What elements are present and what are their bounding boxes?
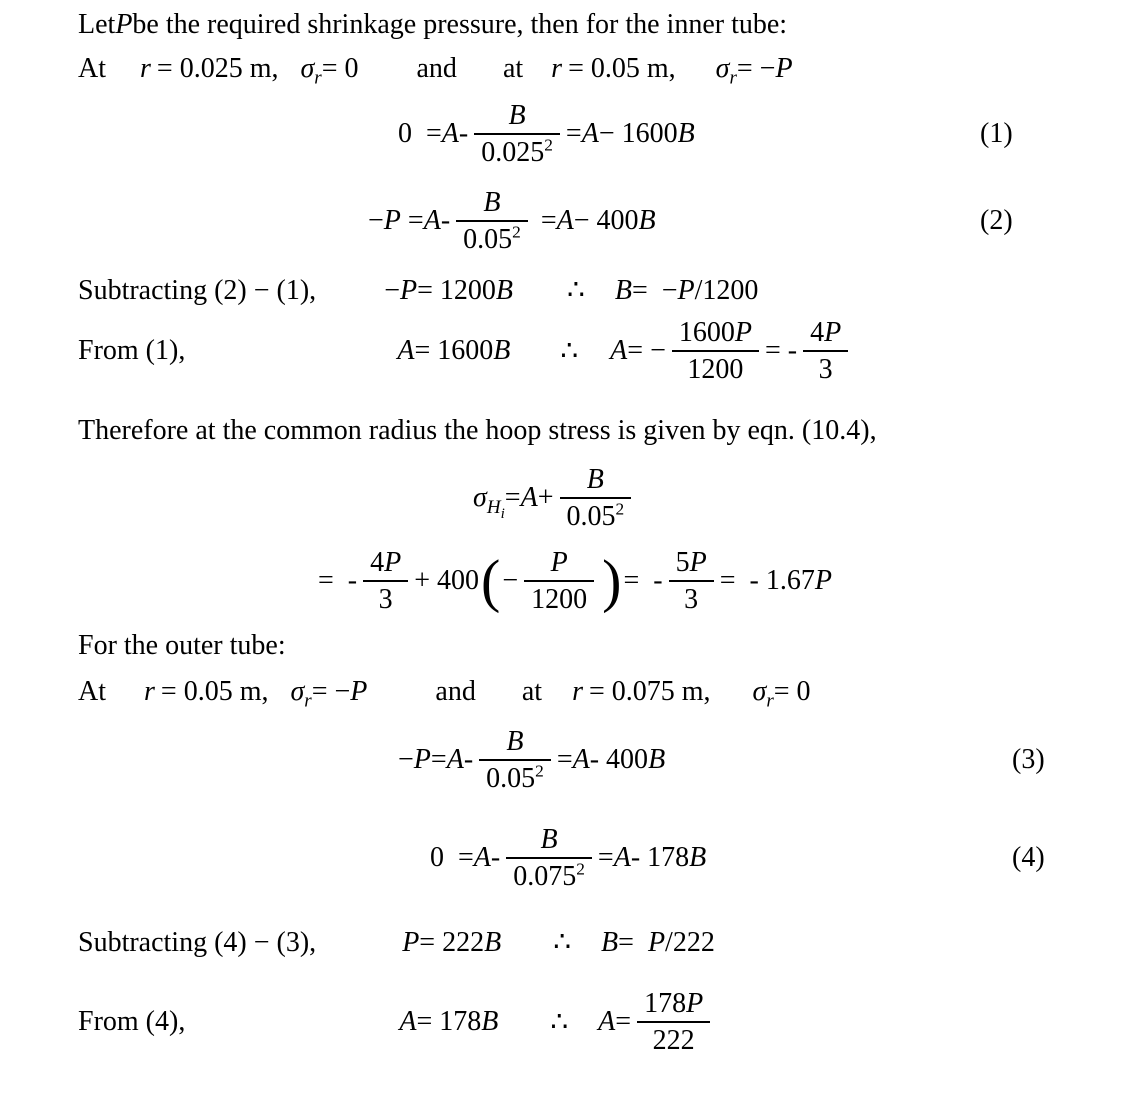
plus-sign: + [537,482,554,513]
minus-sign: - [458,118,469,149]
denominator-exponent: 2 [615,499,625,519]
fraction-denominator [474,135,560,170]
minus-sign: − [368,205,384,236]
math-var-b: B [638,205,656,236]
therefore-symbol: ∴ [550,1007,569,1038]
math-var-a: A [473,842,491,873]
at-word: at [502,53,524,84]
math-var-a: A [598,1006,616,1037]
fraction-denominator: 3 [378,584,393,615]
fraction-denominator: 1200 [687,354,744,385]
outer-conditions-line [78,676,811,712]
fraction-numerator: B [560,462,632,499]
numerator-coefficient: 178 [644,988,687,1019]
equals-sign: = [504,482,521,513]
math-var-b: B [495,275,513,306]
fraction-numerator: B [506,822,592,859]
math-var-p: P [413,744,431,775]
equals-minus: = - [623,565,663,596]
stress-value: = 0 [773,676,811,707]
fraction-numerator [803,315,848,352]
coefficient: - 178 [630,842,690,873]
math-var-p: P [383,205,401,236]
minus-sign: - [440,205,451,236]
denominator-base: 0.05 [486,763,536,794]
fraction-denominator [479,761,551,796]
denominator-base: 0.025 [481,137,545,168]
fraction [506,822,592,894]
fraction [637,986,710,1058]
fraction-numerator [669,545,714,582]
eq-lhs: 0 = [430,842,474,873]
hoop-stress-equation [473,462,637,534]
minus-sign: − [502,565,519,596]
fraction [524,545,594,617]
therefore-line [78,415,877,447]
at-word: At [78,53,106,84]
therefore-symbol: ∴ [567,275,585,306]
numerator-coefficient: 4 [810,317,825,348]
equation-number-2: (2) [980,205,1013,236]
step-label: From (1), [78,335,186,366]
equals-minus: = − [311,676,351,707]
fraction [560,462,632,534]
math-var-r: r [140,53,151,84]
numerator-coefficient: 4 [370,547,385,578]
fraction [479,724,551,796]
fraction-denominator: 3 [818,354,833,385]
sigma-subscript-r: r [304,690,312,712]
coefficient: - 400 [589,744,649,775]
subscript-h-glyph: H [486,496,501,518]
fraction [669,545,714,617]
math-var-b: B [481,1006,499,1037]
sigma-subscript-r: r [314,67,322,89]
equals-minus: = - [318,565,358,596]
fraction-numerator [672,315,759,352]
intro-text-post: be the required shrinkage pressure, then for the inner tube: [132,9,788,40]
and-word: and [435,676,476,707]
math-var-p: P [734,317,752,348]
fraction-denominator [560,499,632,534]
radius-value: = 0.05 m, [160,676,269,707]
math-var-b: B [601,927,619,958]
math-var-p: P [350,676,368,707]
sigma-glyph: σ [473,482,487,513]
fraction [456,185,528,257]
equation-1-row [0,93,1124,175]
step-label: Subtracting (2) − (1), [78,275,317,306]
sigma-subscript-r: r [766,690,774,712]
subtract-21-line [78,273,758,307]
sigma-symbol [752,676,774,712]
fraction-numerator: B [474,98,560,135]
minus-sign: - [490,842,501,873]
sigma-symbol [473,482,505,522]
math-var-a: A [613,842,631,873]
math-var-p: P [115,9,133,40]
math-var-p: P [686,988,704,1019]
sigma-symbol [290,676,312,712]
fraction [803,315,848,387]
inner-conditions-line [78,53,793,89]
denominator-exponent: 2 [544,135,553,155]
equation-4-row [0,813,1124,903]
equals-minus: = − [736,53,776,84]
equals-sign: = [400,205,424,236]
equals-minus: = − [627,335,666,366]
fraction [363,545,408,617]
equation-3 [398,724,665,796]
sigma-subscript-h [486,496,505,522]
math-var-p: P [689,547,707,578]
math-var-a: A [572,744,590,775]
subscript-i: i [500,504,505,522]
equals-sign: = [615,1006,632,1037]
math-var-p: P [647,927,666,958]
fraction [672,315,759,387]
coefficient: − 400 [573,205,639,236]
math-var-b: B [689,842,707,873]
fraction-numerator: B [479,724,551,761]
math-var-r: r [551,53,563,84]
math-var-r: r [572,676,583,707]
radius-value: = 0.075 m, [588,676,711,707]
equals-sign: = [565,118,582,149]
evaluation-equation-row [0,541,1124,621]
fraction-numerator [637,986,710,1023]
math-var-p: P [399,275,418,306]
fraction-numerator: B [456,185,528,222]
value-text: = 1600 [414,335,494,366]
math-var-a: A [520,482,538,513]
math-var-a: A [446,744,464,775]
sigma-symbol [300,53,322,89]
equals-sign: = [430,744,447,775]
hoop-stress-equation-row [0,455,1124,541]
math-var-p: P [775,53,793,84]
math-var-r: r [144,676,155,707]
equation-3-row [0,717,1124,803]
math-var-p: P [402,927,420,958]
at-word: At [78,676,106,707]
math-var-p: P [677,275,695,306]
equation-1 [398,98,695,170]
plus-coefficient: + 400 [414,565,480,596]
therefore-symbol: ∴ [560,336,579,367]
sigma-symbol [715,53,737,89]
therefore-symbol: ∴ [553,927,572,958]
denominator-exponent: 2 [512,222,521,242]
intro-line [78,9,787,41]
math-var-a: A [423,205,441,236]
value-text: = 222 [419,927,485,958]
equation-2-row [0,180,1124,262]
numerator-coefficient: 1600 [678,317,735,348]
equation-2 [368,185,656,257]
equals-sign: = [533,205,557,236]
equation-number-4: (4) [1012,842,1045,873]
coefficient: − 1600 [598,118,678,149]
denominator-exponent: 2 [535,761,544,781]
outer-tube-text: For the outer tube: [78,630,286,661]
eq-lhs: 0 = [398,118,442,149]
equals-minus: = − [631,275,678,306]
sigma-glyph: σ [300,53,315,84]
left-paren: ( [481,547,501,614]
right-paren: ) [602,547,622,614]
equals-sign: = [618,927,648,958]
and-word: and [416,53,457,84]
minus-sign: − [384,275,400,306]
math-var-a: A [610,335,628,366]
fraction-denominator: 222 [652,1025,695,1056]
math-var-b: B [677,118,695,149]
math-var-a: A [399,1006,417,1037]
from-1-line [78,315,854,387]
denominator-base: 0.05 [566,501,616,532]
from-4-line [78,985,716,1059]
math-var-b: B [493,335,511,366]
math-var-p: P [384,547,402,578]
equation-number-1: (1) [980,118,1013,149]
math-var-a: A [397,335,415,366]
math-var-b: B [484,927,502,958]
value-text: = 1200 [417,275,496,306]
fraction-denominator [506,859,592,894]
fraction-denominator: 3 [684,584,699,615]
math-var-a: A [581,118,599,149]
at-word: at [521,676,543,707]
sigma-glyph: σ [290,676,305,707]
sigma-subscript-r: r [729,67,737,89]
equals-sign: = [556,744,573,775]
subtract-43-line [78,925,715,959]
math-var-b: B [614,275,632,306]
outer-tube-line [78,630,286,662]
value-text: /222 [665,927,715,958]
radius-value: = 0.025 m, [156,53,279,84]
equals-sign: = [597,842,614,873]
result-value: = - 1.67 [719,565,815,596]
numerator-coefficient: 5 [675,547,690,578]
math-var-a: A [556,205,574,236]
fraction-numerator: P [524,545,594,582]
sigma-glyph: σ [715,53,730,84]
math-var-b: B [648,744,666,775]
value-text: = 178 [416,1006,482,1037]
fraction-numerator [363,545,408,582]
sigma-glyph: σ [752,676,767,707]
denominator-base: 0.075 [513,861,577,892]
equation-number-3: (3) [1012,744,1045,775]
intro-text-pre: Let [78,9,116,40]
fraction-denominator [456,222,528,257]
fraction-denominator: 1200 [531,584,588,615]
minus-sign: − [398,744,414,775]
minus-sign: - [463,744,474,775]
step-label: From (4), [78,1006,186,1037]
fraction [474,98,560,170]
equals-minus: = - [764,335,798,366]
math-var-p: P [824,317,842,348]
radius-value: = 0.05 m, [568,53,676,84]
evaluation-equation [318,545,832,617]
step-label: Subtracting (4) − (3), [78,927,317,958]
math-var-a: A [441,118,459,149]
equation-4 [430,822,706,894]
value-text: /1200 [694,275,759,306]
denominator-base: 0.05 [463,224,513,255]
denominator-exponent: 2 [576,859,585,879]
stress-value: = 0 [321,53,359,84]
math-var-p: P [814,565,832,596]
therefore-text: Therefore at the common radius the hoop stress is given by eqn. (10.4), [78,415,877,446]
